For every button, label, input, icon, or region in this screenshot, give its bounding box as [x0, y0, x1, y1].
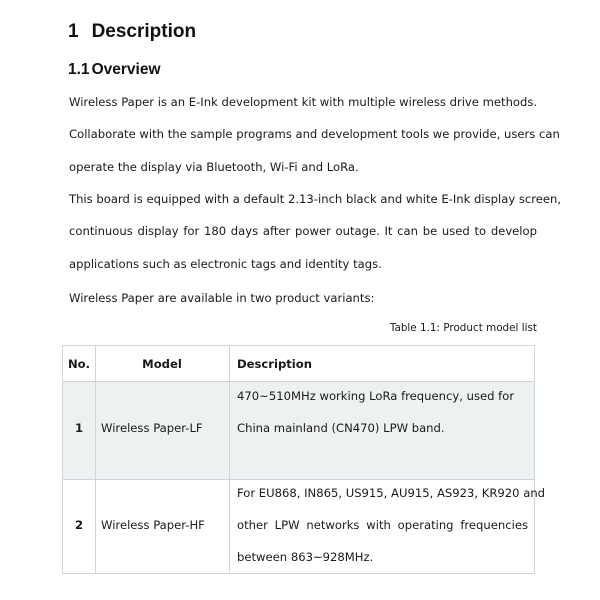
- table-row-number: 1: [74, 421, 84, 435]
- table-row-description-line: China mainland (CN470) LPW band.: [237, 421, 445, 435]
- table-row-number: 2: [74, 518, 84, 532]
- paragraph-line: Collaborate with the sample programs and development tools we provide, users can: [69, 127, 560, 141]
- paragraph-line: applications such as electronic tags and identity tags.: [69, 257, 382, 271]
- paragraph-line: operate the display via Bluetooth, Wi-Fi and LoRa.: [69, 160, 359, 174]
- paragraph-line: Wireless Paper is an E-Ink development kit with multiple wireless drive methods.: [69, 95, 538, 109]
- table-row-model: Wireless Paper-LF: [101, 421, 203, 435]
- paragraph-line: This board is equipped with a default 2.13-inch black and white E-Ink display screen,: [69, 192, 562, 206]
- table-header-model: Model: [142, 357, 182, 371]
- product-model-table: [62, 345, 546, 574]
- table-row-model: Wireless Paper-HF: [101, 518, 205, 532]
- table-row-description-line: For EU868, IN865, US915, AU915, AS923, KR920 and: [237, 486, 546, 500]
- table-divider: [63, 479, 534, 480]
- table-row-description-line: 470~510MHz working LoRa frequency, used for: [237, 389, 515, 403]
- subsection-heading: [68, 59, 161, 81]
- paragraph-line: continuous display for 180 days after power outage. It can be used to develop: [69, 224, 537, 238]
- table-row-description-line: between 863~928MHz.: [237, 550, 374, 564]
- table-header-description: Description: [237, 357, 312, 371]
- subsection-number: 1.1: [68, 61, 90, 78]
- section-title: Description: [91, 21, 197, 42]
- table-header-no: No.: [67, 357, 91, 371]
- table-caption: Table 1.1: Product model list: [389, 322, 537, 334]
- paragraph-line: Wireless Paper are available in two product variants:: [69, 291, 375, 305]
- section-number: 1: [68, 21, 79, 42]
- section-heading: [68, 20, 196, 44]
- table-row-description-line: other LPW networks with operating frequencies: [237, 518, 528, 532]
- table-column-divider: [229, 346, 230, 573]
- subsection-title: Overview: [91, 61, 161, 78]
